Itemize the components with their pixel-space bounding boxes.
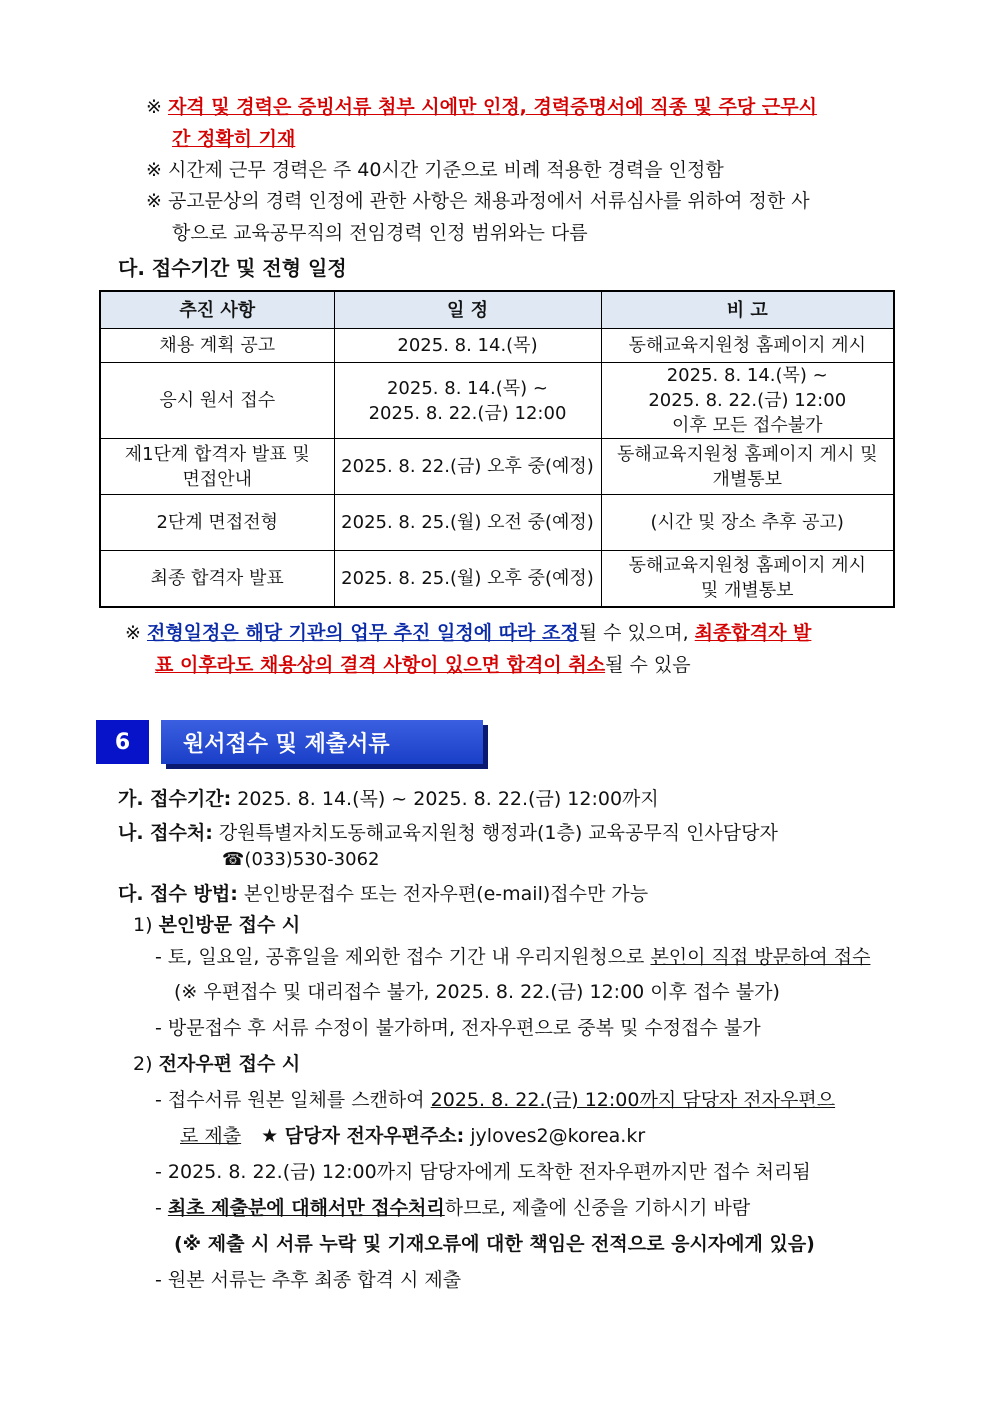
s2-bullet4: - 원본 서류는 추후 최종 합격 시 제출 [155,1269,462,1291]
cell-note [601,363,894,439]
s2-bullet2: - 2025. 8. 22.(금) 12:00까지 담당자에게 도착한 전자우편까지만 접수 처리됨 [155,1161,811,1183]
cell-note: (시간 및 장소 추후 공고) [601,495,894,551]
item-da-text: 본인방문접수 또는 전자우편(e-mail)접수만 가능 [243,883,649,905]
item-na-text: 강원특별자치도동해교육지원청 행정과(1층) 교육공무직 인사담당자 [218,822,778,844]
cell-note-line1: 동해교육지원청 홈페이지 게시 및 [616,443,878,465]
cell-item: 최종 합격자 발표 [100,551,334,607]
note-qualification [146,92,817,119]
item-ga-text: 2025. 8. 14.(목) ~ 2025. 8. 22.(금) 12:00까지 [237,788,659,810]
s2-bullet3-dash: - [155,1197,168,1219]
schedule-note-plain: 될 수 있으며, [578,622,695,644]
cell-note: 동해교육지원청 홈페이지 게시 [601,329,894,363]
schedule-note-red2: 표 이후라도 채용상의 결격 사항이 있으면 합격이 취소 [155,654,606,676]
cell-date-line1: 2025. 8. 14.(목) ~ [386,377,548,399]
cell-item-line1: 제1단계 합격자 발표 및 [124,443,310,465]
note-parttime: ※ 시간제 근무 경력은 주 40시간 기준으로 비례 적용한 경력을 인정함 [146,159,724,181]
subsection-2-title: 전자우편 접수 시 [158,1053,301,1075]
s2-bullet1-underline: 2025. 8. 22.(금) 12:00까지 담당자 전자우편으 [430,1089,836,1111]
schedule-note-blue: 전형일정은 해당 기관의 업무 추진 일정에 따라 조정 [146,622,579,644]
note-career-line2: 항으로 교육공무직의 전임경력 인정 범위와는 다름 [172,222,588,244]
s1-bullet1 [155,942,870,969]
note-mark: ※ [125,622,141,644]
note-mark: ※ [146,96,162,118]
cell-note [601,439,894,495]
s2-bullet1-line2 [180,1121,645,1148]
cell-date-line2: 2025. 8. 22.(금) 12:00 [368,402,567,424]
header-item: 추진 사항 [100,291,334,329]
cell-date: 2025. 8. 14.(목) [334,329,601,363]
cell-note [601,551,894,607]
cell-date: 2025. 8. 22.(금) 오후 중(예정) [334,439,601,495]
s2-bullet1-underline2: 로 제출 [180,1125,242,1147]
table-row [100,363,894,439]
section-title: 원서접수 및 제출서류 [161,720,483,764]
table-row [100,439,894,495]
subsection-2 [133,1049,300,1076]
cell-item: 응시 원서 접수 [100,363,334,439]
s1-bullet2: - 방문접수 후 서류 수정이 불가하며, 전자우편으로 중복 및 수정접수 불가 [155,1017,761,1039]
phone-number: ☎(033)530-3062 [222,849,380,870]
schedule-note-red1: 최종합격자 발 [694,622,812,644]
email-address: jyloves2@korea.kr [470,1125,646,1147]
table-row [100,551,894,607]
header-date: 일 정 [334,291,601,329]
cell-note-line2: 및 개별통보 [700,580,794,602]
cell-note-line2: 2025. 8. 22.(금) 12:00 [648,390,847,411]
section-number: 6 [96,720,149,764]
cell-item: 2단계 면접전형 [100,495,334,551]
item-ga-label: 가. 접수기간: [118,788,232,810]
subsection-2-num: 2) [133,1053,153,1075]
email-label: ★ 담당자 전자우편주소: [261,1125,465,1147]
cell-item-line2: 면접안내 [182,468,253,490]
cell-note-line2: 개별통보 [712,468,783,490]
cell-date: 2025. 8. 25.(월) 오후 중(예정) [334,551,601,607]
cell-date [334,363,601,439]
item-na-label: 나. 접수처: [118,822,213,844]
cell-item: 채용 계획 공고 [100,329,334,363]
s2-bullet3 [155,1193,750,1220]
table-row [100,329,894,363]
item-da-label: 다. 접수 방법: [118,883,238,905]
subsection-1-num: 1) [133,914,153,936]
schedule-table [99,290,895,608]
schedule-heading: 다. 접수기간 및 전형 일정 [118,256,347,280]
s2-bullet1 [155,1085,835,1112]
s2-bullet1-plain: - 접수서류 원본 일체를 스캔하여 [155,1089,431,1111]
s1-bullet1-underline: 본인이 직접 방문하여 접수 [650,946,871,968]
header-note: 비 고 [601,291,894,329]
s1-bullet1-plain: - 토, 일요일, 공휴일을 제외한 접수 기간 내 우리지원청으로 [155,946,651,968]
schedule-note-plain2: 될 수 있음 [605,654,691,676]
s1-bullet1-sub: (※ 우편접수 및 대리접수 불가, 2025. 8. 22.(금) 12:00 이후 접수 불가) [174,981,780,1003]
note-qualification-line1: 자격 및 경력은 증빙서류 첨부 시에만 인정, 경력증명서에 직종 및 주당 근무시 [167,96,817,118]
schedule-note-line2 [155,650,691,677]
s2-bullet3-bold: 최초 제출분에 대해서만 접수처리 [167,1197,445,1219]
cell-item [100,439,334,495]
item-ga [118,784,659,811]
s2-bullet3-sub: (※ 제출 시 서류 누락 및 기재오류에 대한 책임은 전적으로 응시자에게 있음) [174,1233,815,1255]
table-header-row [100,291,894,329]
cell-note-line1: 2025. 8. 14.(목) ~ [666,365,828,386]
cell-note-line1: 동해교육지원청 홈페이지 게시 [628,555,866,577]
schedule-note-line1 [125,618,811,645]
note-career-line1: ※ 공고문상의 경력 인정에 관한 사항은 채용과정에서 서류심사를 위하여 정한 사 [146,190,810,212]
cell-note-line3: 이후 모든 접수불가 [671,415,823,436]
cell-date: 2025. 8. 25.(월) 오전 중(예정) [334,495,601,551]
subsection-1 [133,910,300,937]
item-da [118,879,648,906]
subsection-1-title: 본인방문 접수 시 [158,914,301,936]
s2-bullet3-plain: 하므로, 제출에 신중을 기하시기 바람 [444,1197,751,1219]
item-na [118,818,778,845]
table-row [100,495,894,551]
note-qualification-line2: 간 정확히 기재 [172,128,296,150]
